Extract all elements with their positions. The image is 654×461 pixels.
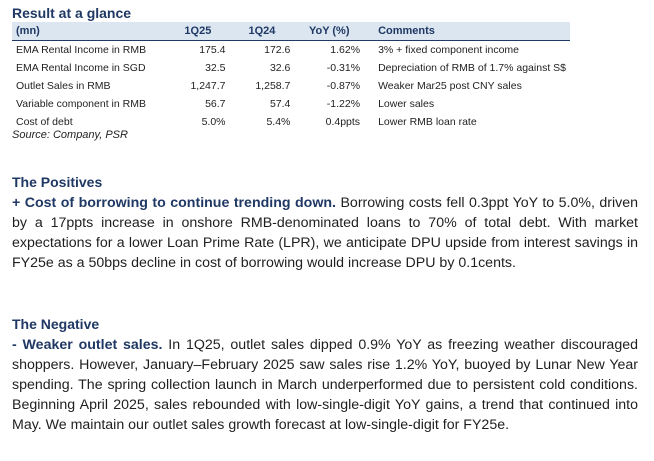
positives-lead: + Cost of borrowing to continue trending down.	[12, 195, 336, 211]
positives-title: The Positives	[12, 174, 103, 190]
table-source: Source: Company, PSR	[12, 129, 128, 141]
header-unit: (mn)	[12, 22, 166, 41]
row-label: EMA Rental Income in SGD	[16, 62, 146, 74]
negative-body: In 1Q25, outlet sales dipped 0.9% YoY as freezing weather discouraged shoppers. However, January–February 2025 saw sales rise 1.2% YoY, buoyed by Lunar New Year spending. The spring collection launch in March underperformed due to persistent cold conditions. Beginning April 2025, sales rebounded with low-single-digit YoY gains, a trend that continued into May. We maintain our outlet sales growth forecast at low-single-digit for FY25e.	[12, 337, 638, 433]
negative-paragraph	[12, 335, 638, 435]
cell-1q24: 5.4%	[266, 116, 291, 128]
negative-title: The Negative	[12, 316, 100, 332]
cell-yoy: -0.31%	[326, 62, 361, 74]
header-comments: Comments	[364, 22, 570, 41]
header-1q25: 1Q25	[166, 22, 229, 41]
header-yoy: YoY (%)	[294, 22, 364, 41]
row-label: Variable component in RMB	[16, 98, 146, 110]
result-table	[12, 22, 570, 131]
cell-yoy: -0.87%	[326, 80, 361, 92]
table-row	[12, 59, 570, 77]
cell-1q25: 1,247.7	[190, 80, 226, 92]
cell-1q25: 5.0%	[201, 116, 226, 128]
cell-1q25: 56.7	[205, 98, 226, 110]
cell-comment: Lower sales	[378, 98, 435, 110]
cell-1q25: 175.4	[199, 44, 226, 56]
positives-body: Borrowing costs fell 0.3ppt YoY to 5.0%, driven by a 17ppts increase in onshore RMB-denominated loans to 70% of total debt. With market expectations for a lower Loan Prime Rate (LPR), we anticipate DPU upside from interest savings in FY25e as a 50bps decline in cost of borrowing would increase DPU by 0.1cents.	[12, 195, 638, 271]
cell-1q24: 172.6	[264, 44, 291, 56]
table-row	[12, 95, 570, 113]
table-header-row	[12, 22, 570, 41]
cell-comment: 3% + fixed component income	[378, 44, 520, 56]
cell-1q25: 32.5	[205, 62, 226, 74]
cell-comment: Depreciation of RMB of 1.7% against S$	[378, 62, 566, 74]
cell-comment: Weaker Mar25 post CNY sales	[378, 80, 522, 92]
cell-1q24: 32.6	[269, 62, 291, 74]
cell-yoy: 1.62%	[330, 44, 361, 56]
negative-lead: - Weaker outlet sales.	[12, 337, 163, 353]
header-1q24: 1Q24	[230, 22, 295, 41]
row-label: Cost of debt	[16, 116, 73, 128]
row-label: EMA Rental Income in RMB	[16, 44, 147, 56]
cell-1q24: 57.4	[269, 98, 291, 110]
table-row	[12, 77, 570, 95]
cell-1q24: 1,258.7	[255, 80, 291, 92]
cell-yoy: -1.22%	[326, 98, 361, 110]
cell-yoy: 0.4ppts	[325, 116, 361, 128]
table-row	[12, 41, 570, 60]
row-label: Outlet Sales in RMB	[16, 80, 111, 92]
result-at-a-glance-title: Result at a glance	[12, 5, 132, 21]
cell-comment: Lower RMB loan rate	[378, 116, 477, 128]
positives-paragraph	[12, 193, 638, 273]
